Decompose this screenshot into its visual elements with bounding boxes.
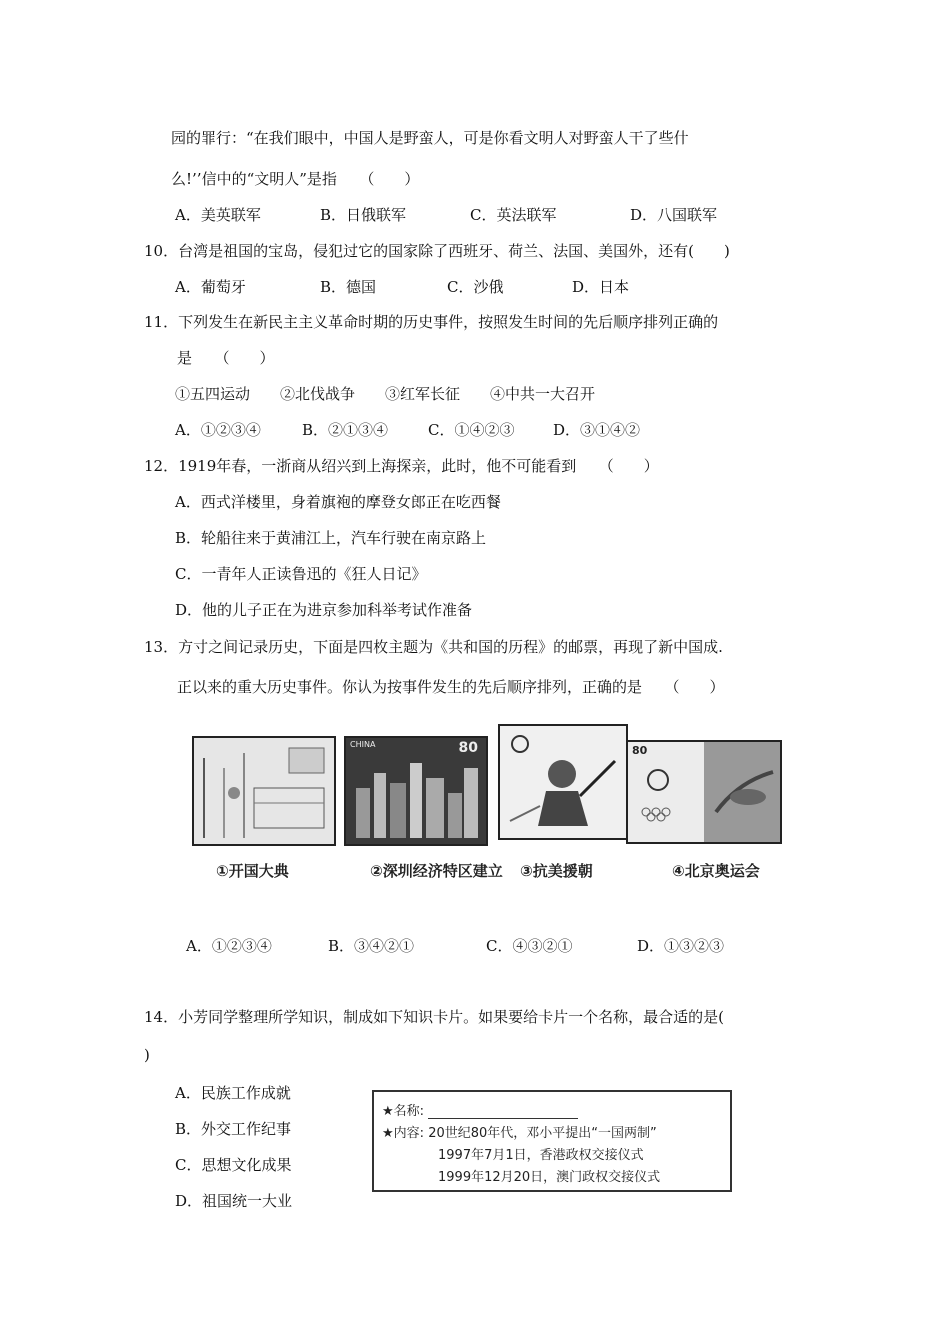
- stamp-shenzhen-country: CHINA: [350, 740, 376, 749]
- q12-option-a: A．西式洋楼里，身着旗袍的摩登女郎正在吃西餐: [175, 493, 501, 511]
- stamp-olympics: [626, 740, 782, 844]
- q13-option-a: A．①②③④: [186, 937, 272, 955]
- q14-option-b: B．外交工作纪事: [175, 1120, 292, 1138]
- stamp-founding-ceremony-art: [194, 738, 334, 844]
- q11-stem-line2: 是 （ ）: [177, 349, 275, 367]
- stamp-resist-america: [498, 724, 628, 840]
- stamp-founding-ceremony: [192, 736, 336, 846]
- card-content-row: [382, 1122, 657, 1141]
- stamp-caption-4: ④北京奥运会: [672, 862, 760, 880]
- q13-option-c: C．④③②①: [486, 937, 573, 955]
- card-content-line3: 1999年12月20日，澳门政权交接仪式: [438, 1170, 661, 1185]
- q13-stem-line1: 13．方寸之间记录历史，下面是四枚主题为《共和国的历程》的邮票，再现了新中国成.: [144, 638, 723, 656]
- q13-stem-line2: 正以来的重大历史事件。你认为按事件发生的先后顺序排列，正确的是 （ ）: [177, 678, 725, 696]
- card-name-row: [382, 1100, 578, 1119]
- q9-stem-line2: 么!’’信中的“文明人”是指 （ ）: [171, 170, 420, 188]
- q14-option-a: A．民族工作成就: [175, 1084, 291, 1102]
- q12-option-c: C．一青年人正读鲁迅的《狂人日记》: [175, 565, 427, 583]
- stamp-caption-2: ②深圳经济特区建立: [370, 862, 503, 880]
- card-name-blank: [428, 1104, 578, 1119]
- stamp-caption-3: ③抗美援朝: [520, 862, 593, 880]
- stamp-resist-america-art: [500, 726, 626, 838]
- q10-option-d: D．日本: [572, 278, 630, 296]
- q9-option-c: C．英法联军: [470, 206, 557, 224]
- q14-stem-line1: 14．小芳同学整理所学知识，制成如下知识卡片。如果要给卡片一个名称，最合适的是(: [144, 1008, 724, 1026]
- q11-option-b: B．②①③④: [302, 421, 389, 439]
- card-content-line2: 1997年7月1日，香港政权交接仪式: [438, 1148, 644, 1163]
- q11-option-d: D．③①④②: [553, 421, 641, 439]
- q11-stem-line1: 11．下列发生在新民主主义革命时期的历史事件，按照发生时间的先后顺序排列正确的: [144, 313, 719, 331]
- q10-stem: 10．台湾是祖国的宝岛，侵犯过它的国家除了西班牙、荷兰、法国、美国外，还有( ): [144, 242, 730, 260]
- stamp-olympics-value: 80: [632, 744, 648, 757]
- q11-option-c: C．①④②③: [428, 421, 515, 439]
- q11-option-a: A．①②③④: [175, 421, 261, 439]
- card-content-label: ★内容:: [382, 1126, 425, 1141]
- stamp-shenzhen-value: 80: [458, 740, 478, 756]
- q10-option-b: B．德国: [320, 278, 377, 296]
- stamp-shenzhen: [344, 736, 488, 846]
- card-name-label: ★名称:: [382, 1104, 425, 1119]
- q14-option-d: D．祖国统一大业: [175, 1192, 293, 1210]
- card-content-line1: 20世纪80年代，邓小平提出“一国两制”: [428, 1126, 657, 1141]
- q9-option-a: A．美英联军: [175, 206, 261, 224]
- q12-option-d: D．他的儿子正在为进京参加科举考试作准备: [175, 601, 473, 619]
- stamp-caption-1: ①开国大典: [216, 862, 289, 880]
- stamp-figure: [186, 722, 786, 894]
- q10-option-c: C．沙俄: [447, 278, 504, 296]
- stamp-olympics-art: [628, 742, 780, 842]
- q14-option-c: C．思想文化成果: [175, 1156, 292, 1174]
- q13-option-b: B．③④②①: [328, 937, 415, 955]
- q10-option-a: A．葡萄牙: [175, 278, 246, 296]
- q9-stem-line1: 园的罪行：“在我们眼中，中国人是野蛮人，可是你看文明人对野蛮人干了些什: [171, 129, 689, 147]
- q12-stem: 12．1919年春，一浙商从绍兴到上海探亲，此时，他不可能看到 （ ）: [144, 457, 659, 475]
- q11-events: ①五四运动 ②北伐战争 ③红军长征 ④中共一大召开: [175, 385, 596, 403]
- q14-stem-line2: ): [144, 1046, 150, 1064]
- q13-option-d: D．①③②③: [637, 937, 725, 955]
- q9-option-d: D．八国联军: [630, 206, 718, 224]
- q9-option-b: B．日俄联军: [320, 206, 407, 224]
- q12-option-b: B．轮船往来于黄浦江上，汽车行驶在南京路上: [175, 529, 487, 547]
- knowledge-card: [372, 1090, 732, 1192]
